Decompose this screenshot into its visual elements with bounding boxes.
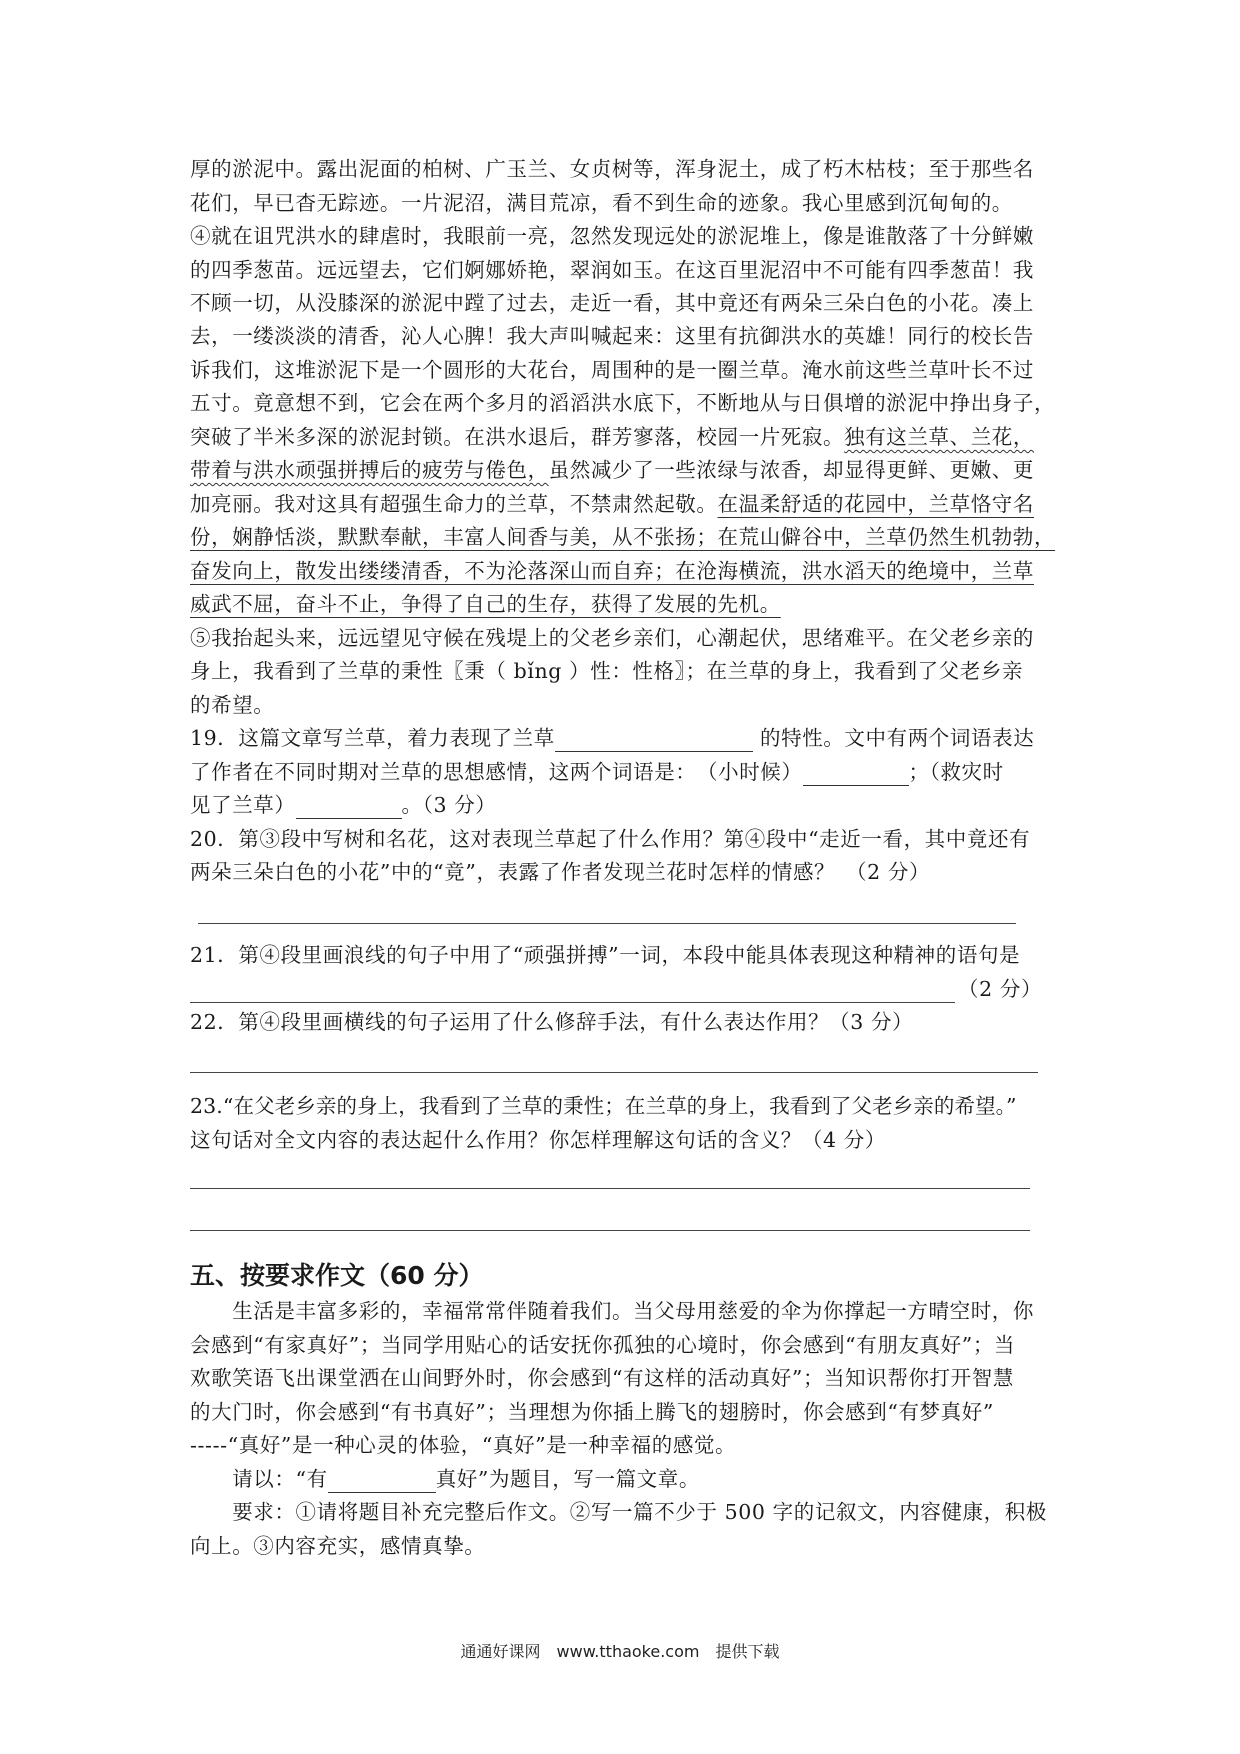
- passage-line: [190, 590, 781, 618]
- answer-line[interactable]: [198, 923, 1016, 924]
- question-19-line-3: [190, 791, 496, 819]
- question-19-line-2: [190, 758, 1004, 786]
- question-20: 20．第③段中写树和名花，这对表现兰草起了什么作用？第④段中“走近一看，其中竟还有: [190, 827, 1031, 851]
- passage-line: 去，一缕淡淡的清香，沁人心脾！我大声叫喊起来：这里有抗御洪水的英雄！同行的校长告: [190, 324, 1034, 348]
- question-text: 的特性。文中有两个词语表达: [752, 726, 1035, 750]
- question-21: 21．第④段里画浪线的句子中用了“顽强拼搏”一词，本段中能具体表现这种精神的语句是: [190, 943, 1021, 967]
- passage-line: 的四季葱苗。远远望去，它们婀娜娇艳，翠润如玉。在这百里泥沼中不可能有四季葱苗！我: [190, 258, 1034, 282]
- passage-line: [190, 423, 1034, 451]
- answer-blank[interactable]: [555, 729, 753, 752]
- passage-text: 加亮丽。我对这具有超强生命力的兰草，不禁肃然起敬。: [190, 492, 718, 516]
- question-text: 见了兰草）: [190, 793, 296, 817]
- passage-line: [190, 557, 1034, 585]
- answer-line[interactable]: [190, 1230, 1030, 1231]
- answer-blank[interactable]: [296, 796, 402, 819]
- passage-line: 身上，我看到了兰草的秉性〖秉（ bǐng ）性：性格〗；在兰草的身上，我看到了父老乡亲: [190, 659, 1024, 683]
- passage-line: ⑤我抬起头来，远远望见守候在残堤上的父老乡亲们，心潮起伏，思绪难平。在父老乡亲的: [190, 626, 1034, 650]
- essay-prompt-text: 请以：“有: [190, 1467, 328, 1491]
- underlined-sentence: 威武不屈，奋斗不止，争得了自己的生存，获得了发展的先机。: [190, 592, 781, 616]
- section-heading-essay: 五、按要求作文（60 分）: [190, 1261, 484, 1290]
- passage-line: 的希望。: [190, 693, 275, 717]
- underlined-sentence: 份，娴静恬淡，默默奉献，丰富人间香与美，从不张扬；在荒山僻谷中，兰草仍然生机勃勃，: [190, 525, 1056, 549]
- essay-text: -----“真好”是一种心灵的体验，“真好”是一种幸福的感觉。: [190, 1433, 737, 1457]
- question-19: [190, 724, 1034, 752]
- essay-prompt-text: 真好”为题目，写一篇文章。: [435, 1467, 700, 1491]
- essay-prompt: [190, 1465, 700, 1493]
- underlined-sentence: 奋发向上，散发出缕缕清香，不为沦落深山而自弃；在沧海横流，洪水滔天的绝境中，兰草: [190, 559, 1034, 583]
- question-text: 19．这篇文章写兰草，着力表现了兰草: [190, 726, 555, 750]
- essay-requirements: 向上。③内容充实，感情真挚。: [190, 1534, 486, 1558]
- answer-blank[interactable]: [803, 763, 909, 786]
- passage-line: 诉我们，这堆淤泥下是一个圆形的大花台，周围种的是一圈兰草。淹水前这些兰草叶长不过: [190, 358, 1034, 382]
- question-text: 了作者在不同时期对兰草的思想感情，这两个词语是： （小时候）: [190, 760, 803, 784]
- passage-line: 厚的淤泥中。露出泥面的柏树、广玉兰、女贞树等，浑身泥土，成了朽木枯枝；至于那些名: [190, 157, 1034, 181]
- essay-requirements: 要求：①请将题目补充完整后作文。②写一篇不少于 500 字的记叙文，内容健康，积极: [190, 1500, 1047, 1524]
- essay-text: 的大门时，你会感到“有书真好”；当理想为你插上腾飞的翅膀时，你会感到“有梦真好”: [190, 1400, 994, 1424]
- page-footer: 通通好课网 www.tthaoke.com 提供下载: [460, 1642, 780, 1661]
- question-20-line-2: 两朵三朵白色的小花”中的“竟”，表露了作者发现兰花时怎样的情感？ （2 分）: [190, 860, 931, 884]
- answer-line[interactable]: [190, 1072, 1038, 1073]
- answer-line[interactable]: [190, 1188, 1030, 1189]
- question-21-score: （2 分）: [958, 977, 1043, 1001]
- wavy-underlined-sentence: 独有这兰草、兰花，: [844, 425, 1035, 449]
- essay-text: 会感到“有家真好”；当同学用贴心的话安抚你孤独的心境时，你会感到“有朋友真好”；当: [190, 1333, 1016, 1357]
- underlined-sentence: 在温柔舒适的花园中，兰草恪守名: [717, 492, 1034, 516]
- title-blank[interactable]: [328, 1470, 436, 1493]
- wavy-underlined-sentence: 带着与洪水顽强拼搏后的疲劳与倦色，: [190, 458, 549, 482]
- essay-text: 欢歌笑语飞出课堂洒在山间野外时，你会感到“有这样的活动真好”；当知识帮你打开智慧: [190, 1366, 1014, 1390]
- passage-line: 不顾一切，从没膝深的淤泥中蹚了过去，走近一看，其中竟还有两朵三朵白色的小花。凑上: [190, 291, 1034, 315]
- passage-line: 五寸。竟意想不到，它会在两个多月的滔滔洪水底下，不断地从与日俱增的淤泥中挣出身子，: [190, 391, 1056, 415]
- question-23: 23.“在父老乡亲的身上，我看到了兰草的秉性；在兰草的身上，我看到了父老乡亲的希望。”: [190, 1094, 1017, 1118]
- passage-text: 突破了半米多深的淤泥封锁。在洪水退后，群芳寥落，校园一片死寂。: [190, 425, 845, 449]
- question-23-line-2: 这句话对全文内容的表达起什么作用？你怎样理解这句话的含义？（4 分）: [190, 1128, 886, 1152]
- answer-line[interactable]: [190, 1002, 955, 1003]
- passage-line: [190, 456, 1034, 484]
- question-22: 22．第④段里画横线的句子运用了什么修辞手法，有什么表达作用？（3 分）: [190, 1010, 914, 1034]
- question-text: 。（3 分）: [401, 793, 497, 817]
- passage-line: [190, 523, 1055, 551]
- passage-line: ④就在诅咒洪水的肆虐时，我眼前一亮，忽然发现远处的淤泥堆上，像是谁散落了十分鲜嫩: [190, 224, 1034, 248]
- essay-text: 生活是丰富多彩的，幸福常常伴随着我们。当父母用慈爱的伞为你撑起一方晴空时，你: [190, 1299, 1034, 1323]
- passage-line: [190, 490, 1034, 518]
- passage-line: 花们，早已杳无踪迹。一片泥沼，满目荒凉，看不到生命的迹象。我心里感到沉甸甸的。: [190, 191, 1013, 215]
- question-text: ；（救灾时: [908, 760, 1004, 784]
- passage-text: 虽然减少了一些浓绿与浓香，却显得更鲜、更嫩、更: [548, 458, 1035, 482]
